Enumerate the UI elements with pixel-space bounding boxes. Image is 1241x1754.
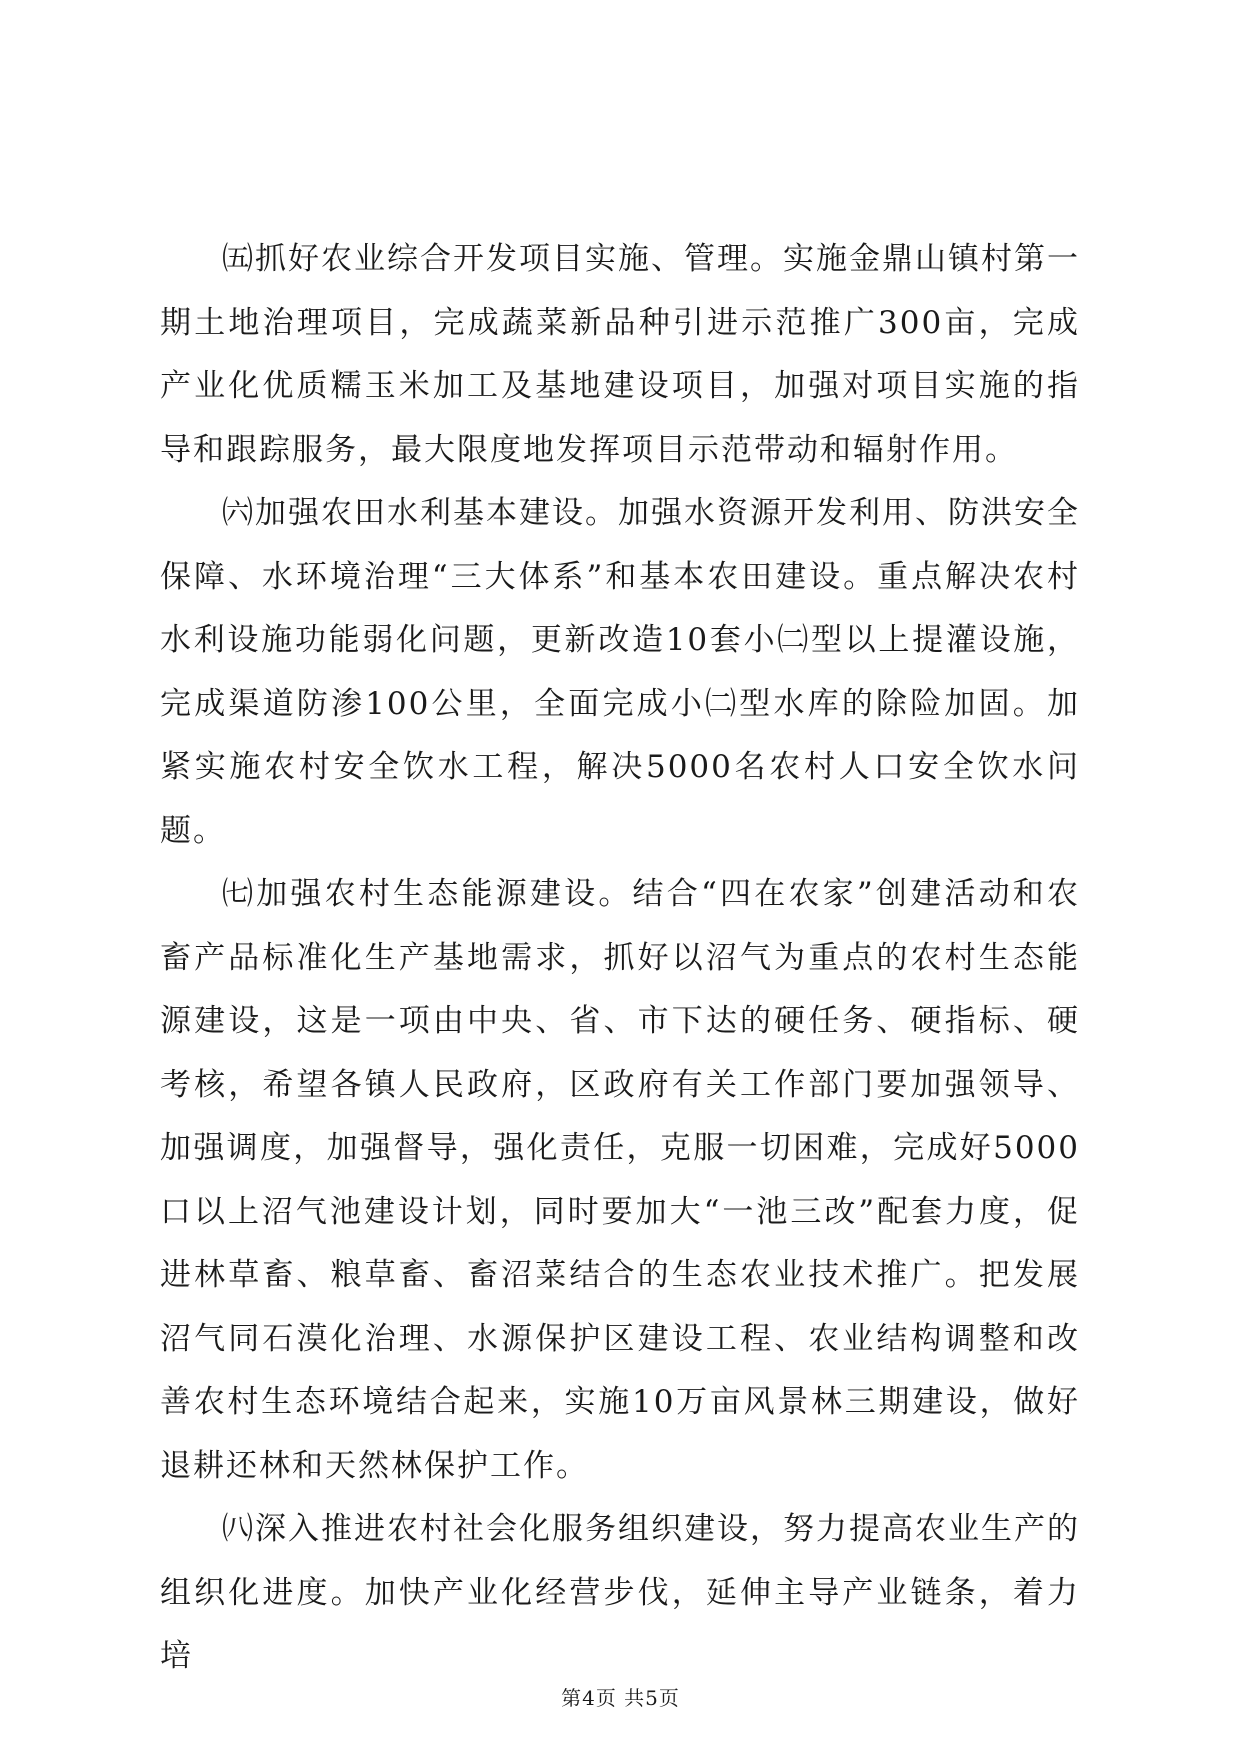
paragraph-item-5: ㈤抓好农业综合开发项目实施、管理。实施金鼎山镇村第一期土地治理项目，完成蔬菜新品种引进示范推广300亩，完成产业化优质糯玉米加工及基地建设项目，加强对项目实施的指导和跟踪服务，最大限度地发挥项目示范带动和辐射作用。 <box>160 241 1080 468</box>
paragraph-item-8: ㈧深入推进农村社会化服务组织建设，努力提高农业生产的组织化进度。加快产业化经营步伐，延伸主导产业链条，着力培 <box>160 1511 1080 1674</box>
paragraph-item-7: ㈦加强农村生态能源建设。结合“四在农家”创建活动和农畜产品标准化生产基地需求，抓好以沼气为重点的农村生态能源建设，这是一项由中央、省、市下达的硬任务、硬指标、硬考核，希望各镇人民政府，区政府有关工作部门要加强领导、加强调度，加强督导，强化责任，克服一切困难，完成好5000口以上沼气池建设计划，同时要加大“一池三改”配套力度，促进林草畜、粮草畜、畜沼菜结合的生态农业技术推广。把发展沼气同石漠化治理、水源保护区建设工程、农业结构调整和改善农村生态环境结合起来，实施10万亩风景林三期建设，做好退耕还林和天然林保护工作。 <box>160 876 1080 1484</box>
page-footer <box>0 1686 1241 1710</box>
document-body <box>160 228 1080 1689</box>
page-number-label: 第4页 共5页 <box>561 1686 680 1710</box>
paragraph-item-6: ㈥加强农田水利基本建设。加强水资源开发利用、防洪安全保障、水环境治理“三大体系”和基本农田建设。重点解决农村水利设施功能弱化问题，更新改造10套小㈡型以上提灌设施，完成渠道防渗100公里，全面完成小㈡型水库的除险加固。加紧实施农村安全饮水工程，解决5000名农村人口安全饮水问题。 <box>160 495 1080 849</box>
